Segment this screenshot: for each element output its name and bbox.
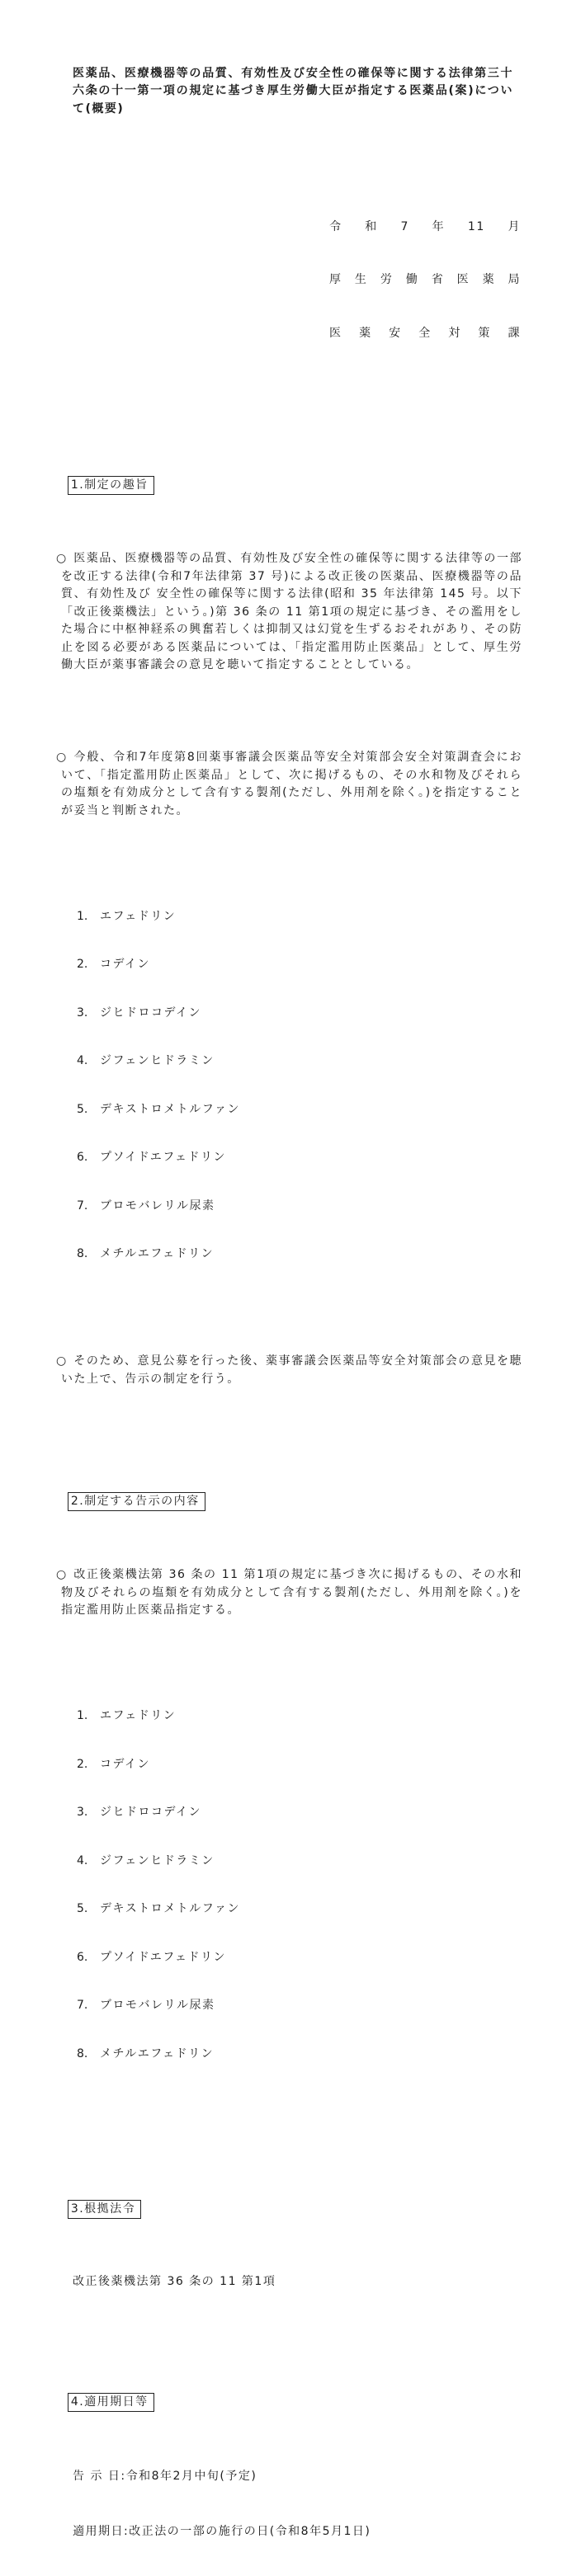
- org-bureau: 厚生労働省医薬局: [329, 273, 521, 286]
- list-item-number: 8.: [77, 2046, 88, 2060]
- list-item-number: 7.: [77, 1199, 88, 1213]
- list-item-number: 7.: [77, 1999, 88, 2012]
- list-item: [77, 1901, 522, 1918]
- document-title: 医薬品、医療機器等の品質、有効性及び安全性の確保等に関する法律第三十六条の十一第一項の規定に基づき厚生労働大臣が指定する医薬品(案)について(概要): [73, 66, 513, 115]
- list-item: [77, 1853, 522, 1870]
- section1-paragraph-3-text: そのため、意見公募を行った後、薬事審議会医薬品等安全対策部会の意見を聴いた上で、告示の制定を行う。: [61, 1354, 522, 1386]
- section1-substance-list: [77, 877, 522, 1295]
- document-date: 令和7年11月: [329, 219, 521, 233]
- list-item: [77, 1053, 522, 1070]
- section1-paragraph-1: [56, 550, 523, 675]
- list-item-number: 5.: [77, 1102, 88, 1116]
- list-item-label: コデイン: [100, 1757, 151, 1771]
- list-item-label: デキストロメトルファン: [100, 1902, 240, 1915]
- list-item: [77, 909, 522, 925]
- list-item-number: 3.: [77, 1005, 88, 1020]
- list-item-label: コデイン: [100, 958, 151, 971]
- list-item-label: プソイドエフェドリン: [100, 1950, 227, 1964]
- list-item: [77, 1199, 522, 1215]
- section2-paragraph-1-text: 改正後薬機法第 36 条の 11 第1項の規定に基づき次に掲げるもの、その水和物及びそれらの塩類を有効成分として含有する製剤(ただし、外用剤を除く。)を指定濫用防止医薬品指定する。: [61, 1568, 523, 1617]
- list-item-label: デキストロメトルファン: [100, 1102, 240, 1116]
- list-item: [77, 1708, 522, 1725]
- list-item-label: エフェドリン: [100, 1709, 177, 1722]
- section1-paragraph-2: [56, 749, 523, 820]
- bullet-circle-marker: ○: [56, 1354, 67, 1368]
- list-item: [77, 1005, 522, 1022]
- section2-paragraph-1: [56, 1566, 523, 1620]
- section3-heading: 3.根拠法令: [68, 2200, 141, 2219]
- list-item-label: エフェドリン: [100, 909, 177, 923]
- list-item: [77, 2046, 522, 2063]
- section1-paragraph-3: [56, 1353, 522, 1388]
- org-division: 医薬安全対策課: [329, 326, 521, 340]
- section3-body: 改正後薬機法第 36 条の 11 第1項: [73, 2275, 276, 2288]
- list-item: [77, 1150, 522, 1166]
- list-item: [77, 957, 522, 973]
- list-item-number: 2.: [77, 1757, 88, 1771]
- list-item-number: 5.: [77, 1902, 88, 1915]
- list-item: [77, 1757, 522, 1773]
- list-item-label: ジヒドロコデイン: [100, 1005, 202, 1020]
- bullet-circle-marker: ○: [56, 552, 67, 565]
- list-item-number: 3.: [77, 1806, 88, 1819]
- bullet-circle-marker: ○: [56, 751, 67, 764]
- list-item-number: 8.: [77, 1247, 88, 1260]
- section1-paragraph-2-text: 今般、令和7年度第8回薬事審議会医薬品等安全対策部会安全対策調査会において、「指定濫用防止医薬品」として、次に掲げるもの、その水和物及びそれらの塩類を有効成分として含有する製剤(ただし、外用剤を除く。)を指定することが妥当と判断された。: [61, 751, 523, 817]
- list-item: [77, 1950, 522, 1966]
- list-item-label: メチルエフェドリン: [100, 1247, 215, 1260]
- list-item-label: ブロモバレリル尿素: [100, 1999, 215, 2012]
- list-item: [77, 1998, 522, 2014]
- list-item-label: メチルエフェドリン: [100, 2046, 215, 2060]
- list-item-number: 1.: [77, 1709, 88, 1722]
- list-item-number: 6.: [77, 1151, 88, 1164]
- section4-notification-date-line: 告 示 日:令和8年2月中旬(予定): [73, 2469, 257, 2483]
- list-item-number: 4.: [77, 1853, 88, 1867]
- section1-paragraph-1-text: 医薬品、医療機器等の品質、有効性及び安全性の確保等に関する法律等の一部を改正する法律(令和7年法律第 37 号)による改正後の医薬品、医療機器等の品質、有効性及び 安全性の確保等に関する法律(昭和 35 年法律第 145 号。以下「改正後薬機法」という。)第 36 条の 11 第1項の規定に基づき、その濫用をした場合に中枢神経系の興奮若しくは抑制又は幻覚を生ずるおそれがあり、その防止を図る必要がある医薬品については、「指定濫用防止医薬品」として、厚生労働大臣が薬事審議会の意見を聴いて指定することとしている。: [61, 552, 523, 671]
- list-item-label: ジフェンヒドラミン: [100, 1054, 215, 1067]
- bullet-circle-marker: ○: [56, 1568, 67, 1581]
- section2-heading: 2.制定する告示の内容: [68, 1492, 205, 1511]
- section4-heading: 4.適用期日等: [68, 2393, 154, 2412]
- list-item-number: 1.: [77, 909, 88, 923]
- list-item-label: ジフェンヒドラミン: [100, 1853, 215, 1867]
- list-item: [77, 1805, 522, 1821]
- list-item-number: 6.: [77, 1950, 88, 1964]
- list-item-label: プソイドエフェドリン: [100, 1151, 227, 1164]
- section1-heading: 1.制定の趣旨: [68, 476, 154, 495]
- list-item: [77, 1102, 522, 1118]
- list-item: [77, 1246, 522, 1263]
- list-item-label: ブロモバレリル尿素: [100, 1199, 215, 1213]
- section2-substance-list: [77, 1676, 522, 2094]
- list-item-number: 4.: [77, 1054, 88, 1067]
- list-item-number: 2.: [77, 958, 88, 971]
- list-item-label: ジヒドロコデイン: [100, 1806, 202, 1819]
- date-author-block: [329, 183, 521, 379]
- section4-application-date-line: 適用期日:改正法の一部の施行の日(令和8年5月1日): [73, 2524, 371, 2538]
